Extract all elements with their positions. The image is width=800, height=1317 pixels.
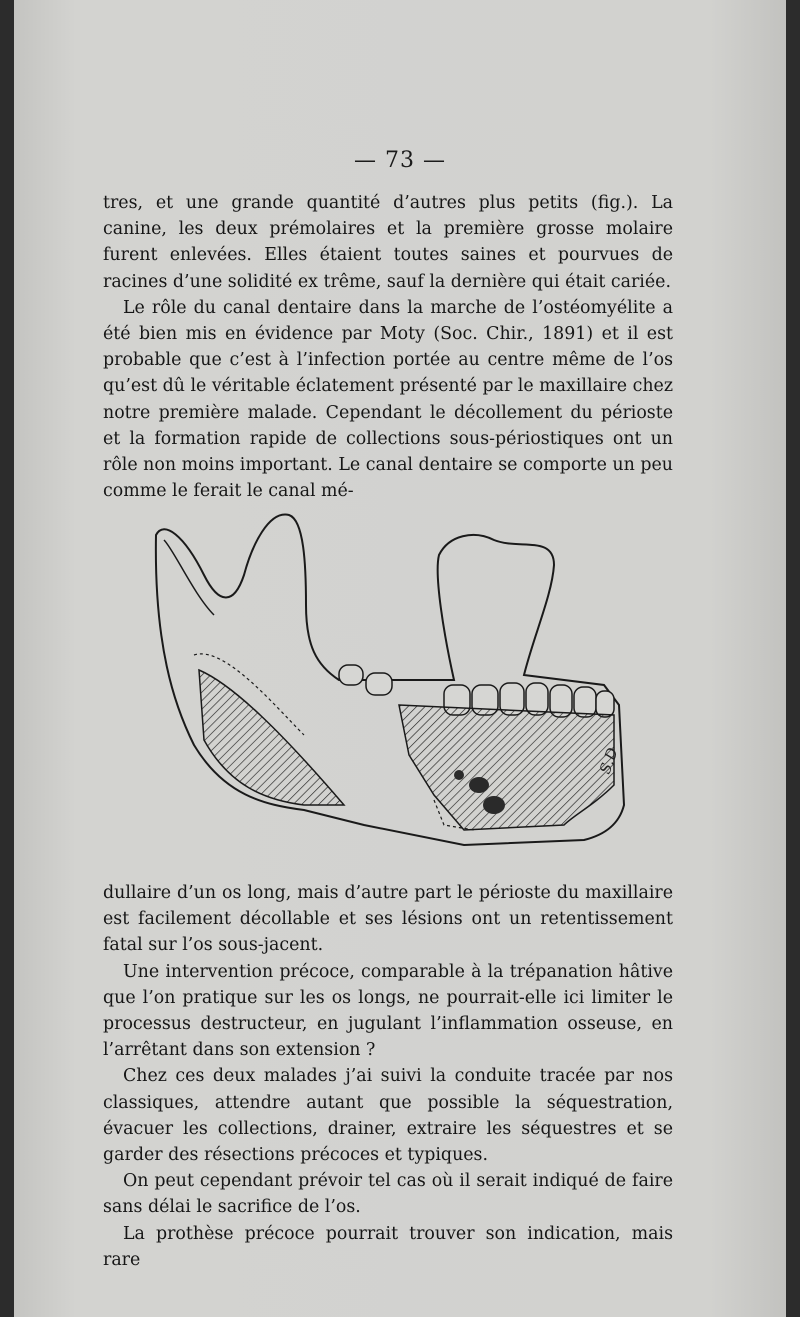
text-block-bottom — [103, 880, 673, 1273]
paragraph: Une intervention précoce, comparable à la trépanation hâtive que l’on pratique sur les os longs, ne pourrait-elle ici limiter le processus destructeur, en jugulant l’inflammation osseuse, en l’arrêtant dans son extension ? — [103, 961, 673, 1061]
paragraph: tres, et une grande quantité d’autres plus petits (fig.). La canine, les deux prémolaires et la première grosse molaire furent enlevées. Elles étaient toutes saines et pourvues de racines d’une solidité ex trême, sauf la dernière qui était cariée. — [103, 193, 673, 292]
text-block-top — [103, 190, 673, 504]
figure-label: S.D — [595, 745, 622, 777]
mandible-illustration — [134, 505, 644, 865]
paragraph: Chez ces deux malades j’ai suivi la conduite tracée par nos classiques, attendre autant que possible la séquestration, évacuer les collections, drainer, extraire les séquestres et se garder des résections précoces et typiques. — [103, 1066, 673, 1166]
paragraph: La prothèse précoce pourrait trouver son indication, mais rare — [103, 1223, 673, 1270]
page-number: — 73 — — [354, 148, 446, 173]
document-page — [14, 0, 786, 1317]
paragraph: dullaire d’un os long, mais d’autre part le périoste du maxillaire est facilement décollable et ses lésions ont un retentissement fatal sur l’os sous-jacent. — [103, 883, 673, 956]
paragraph: Le rôle du canal dentaire dans la marche de l’ostéomyélite a été bien mis en évidence par Moty (Soc. Chir., 1891) et il est probable que c’est à l’infection portée au centre même de l’os qu’est dû le véritable éclatement présenté par le maxillaire chez notre première malade. Cependant le décollement du périoste et la formation rapide de collections sous-périostiques ont un rôle non moins important. Le canal dentaire se comporte un peu comme le ferait le canal mé- — [103, 297, 673, 502]
paragraph: On peut cependant prévoir tel cas où il serait indiqué de faire sans délai le sacrifice de l’os. — [103, 1171, 673, 1218]
